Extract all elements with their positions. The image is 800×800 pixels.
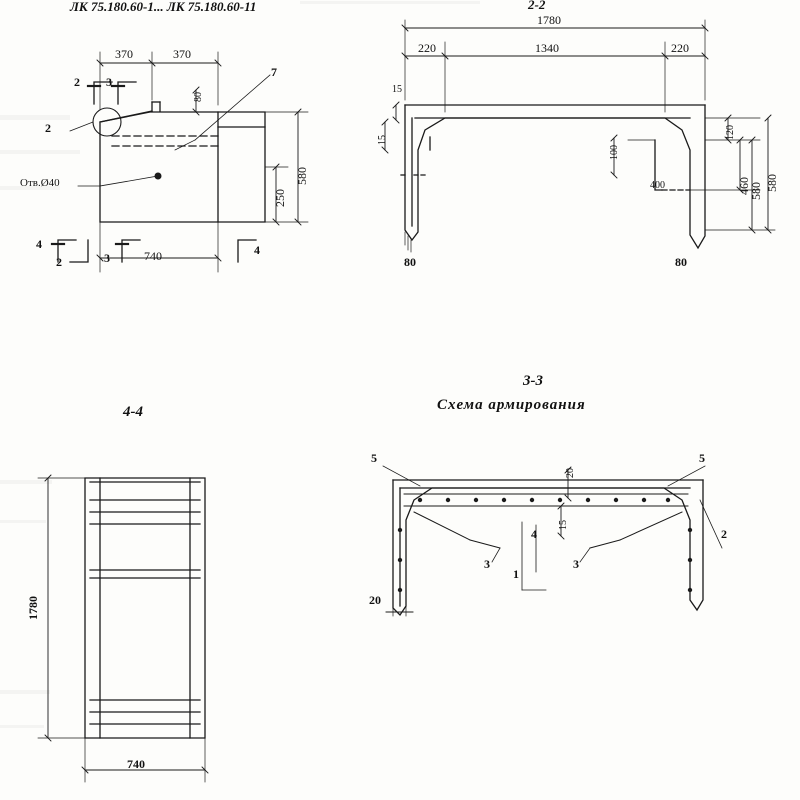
section-mark-3-bottom: 3 — [104, 251, 110, 265]
callout-mark-2: 2 — [45, 121, 51, 135]
dim-580-outer: 580 — [765, 174, 779, 192]
dim-1780-top: 1780 — [537, 13, 561, 27]
dim-220-right: 220 — [671, 41, 689, 55]
rebar-mark-5-left: 5 — [371, 451, 377, 465]
dim-1780-left: 1780 — [26, 596, 40, 620]
rebar-mark-4: 4 — [531, 527, 537, 541]
dim-20-top: 20 — [565, 468, 576, 478]
sheet-title: ЛК 75.180.60-1... ЛК 75.180.60-11 — [70, 0, 257, 14]
dim-580-right: 580 — [749, 182, 763, 200]
dim-250-plan: 250 — [273, 189, 287, 207]
dim-80-bottom-right: 80 — [675, 255, 687, 269]
dim-220-left: 220 — [418, 41, 436, 55]
dim-15-upper: 15 — [392, 84, 402, 95]
view-title-2-2: 2-2 — [528, 0, 546, 12]
rebar-mark-3-left: 3 — [484, 557, 490, 571]
rebar-mark-1: 1 — [513, 567, 519, 581]
view-title-3-3: 3-3 — [523, 373, 543, 389]
section-mark-3-top: 3 — [106, 75, 112, 89]
rebar-mark-5-right: 5 — [699, 451, 705, 465]
dim-370-right: 370 — [173, 47, 191, 61]
section-mark-4-left: 4 — [36, 237, 42, 251]
dim-580-plan: 580 — [295, 167, 309, 185]
note-hole-diameter: Отв.Ø40 — [20, 177, 60, 189]
callout-mark-7: 7 — [271, 65, 277, 79]
rebar-mark-2: 2 — [721, 527, 727, 541]
dim-80-bottom-left: 80 — [404, 255, 416, 269]
dim-370-left: 370 — [115, 47, 133, 61]
view-subtitle-3-3: Схема армирования — [437, 397, 586, 413]
dim-15-lower: 15 — [377, 135, 388, 145]
dim-400-inner: 400 — [650, 180, 665, 191]
dim-100-inner: 100 — [609, 145, 620, 160]
section-mark-4-right: 4 — [254, 243, 260, 257]
dim-20-bottom-left: 20 — [369, 593, 381, 607]
dim-740-bottom: 740 — [127, 757, 145, 771]
dim-740-plan: 740 — [144, 249, 162, 263]
dim-15-center: 15 — [558, 520, 569, 530]
section-mark-2-bottom: 2 — [56, 255, 62, 269]
dim-120-right: 120 — [725, 125, 736, 140]
rebar-mark-3-right: 3 — [573, 557, 579, 571]
dim-80-plan: 80 — [193, 92, 204, 102]
section-mark-2-top: 2 — [74, 75, 80, 89]
dim-1340: 1340 — [535, 41, 559, 55]
view-title-4-4: 4-4 — [123, 404, 143, 420]
dim-460-right: 460 — [737, 177, 751, 195]
